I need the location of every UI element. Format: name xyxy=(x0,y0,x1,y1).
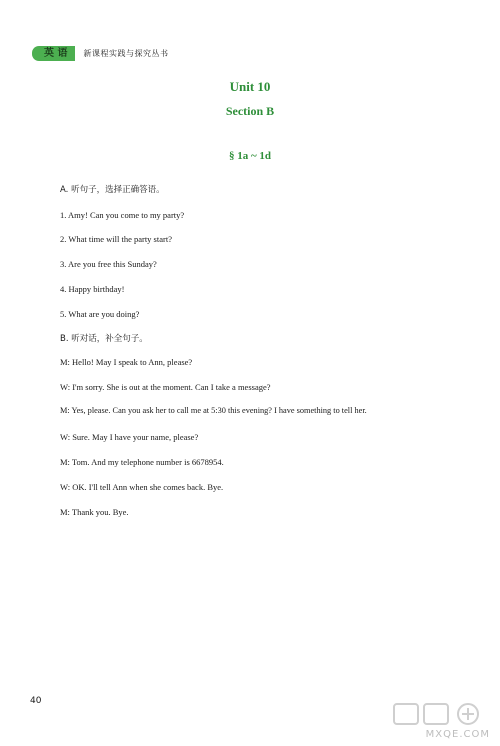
part-a-heading: A. 听句子，选择正确答语。 xyxy=(60,185,165,195)
dialogue-line-5: M: Tom. And my telephone number is 6678954. xyxy=(60,457,224,467)
dialogue-line-2: W: I'm sorry. She is out at the moment. Can I take a message? xyxy=(60,382,271,392)
page-header xyxy=(32,46,168,60)
dialogue-line-4: W: Sure. May I have your name, please? xyxy=(60,432,199,442)
section-title: Section B xyxy=(225,104,275,118)
unit-title: Unit 10 xyxy=(229,79,271,94)
part-b-heading: B. 听对话，补全句子。 xyxy=(60,334,148,344)
dialogue-line-3: M: Yes, please. Can you ask her to call me at 5:30 this evening? I have something to tell her. xyxy=(60,406,367,415)
part-a-item-5: 5. What are you doing? xyxy=(60,309,140,319)
watermark xyxy=(390,700,490,740)
part-a-item-4: 4. Happy birthday! xyxy=(60,284,125,294)
dialogue-line-1: M: Hello! May I speak to Ann, please? xyxy=(60,357,193,367)
dialogue-line-7: M: Thank you. Bye. xyxy=(60,507,129,517)
page-number: 40 xyxy=(30,696,42,706)
series-title: 新课程实践与探究丛书 xyxy=(83,48,169,58)
watermark-text: MXQE.COM xyxy=(425,729,490,740)
watermark-logo-icon xyxy=(390,700,490,728)
lesson-title: § 1a ~ 1d xyxy=(228,150,272,162)
part-a-item-3: 3. Are you free this Sunday? xyxy=(60,259,157,269)
part-a-item-1: 1. Amy! Can you come to my party? xyxy=(60,210,185,220)
dialogue-line-6: W: OK. I'll tell Ann when she comes back. Bye. xyxy=(60,482,224,492)
subject-tab: 英 语 xyxy=(32,46,75,61)
part-a-item-2: 2. What time will the party start? xyxy=(60,234,172,244)
